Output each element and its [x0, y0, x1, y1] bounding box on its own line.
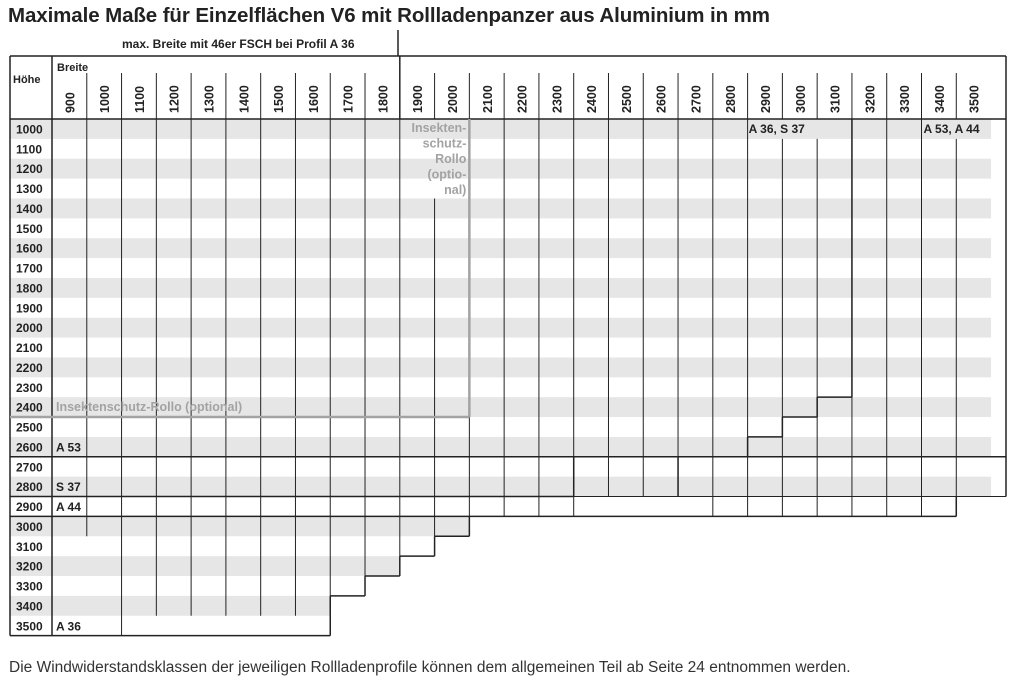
width-label: 3200: [863, 85, 878, 113]
profile-label-a53-a44: A 53, A 44: [923, 122, 980, 136]
row-band: [10, 119, 991, 139]
width-label: 1000: [98, 85, 113, 113]
insect-col-label: (optio-: [427, 167, 467, 182]
profile-label-a44: A 44: [56, 500, 81, 515]
width-label: 900: [63, 92, 78, 113]
profile-label-a53: A 53: [56, 440, 81, 455]
column-lines: [87, 56, 1006, 636]
width-label: 3300: [898, 85, 913, 113]
width-label: 1300: [202, 85, 217, 113]
height-label: 1100: [16, 142, 43, 157]
row-band: [10, 477, 991, 497]
width-label: 2800: [724, 85, 739, 113]
footer-note: Die Windwiderstandsklassen der jeweiligen Rollladenprofile können dem allgemeinen Teil ab Seite 24 entnommen werden.: [9, 659, 851, 676]
height-label: 3300: [16, 579, 43, 594]
height-label: 3100: [16, 539, 43, 554]
height-label: 2600: [16, 440, 43, 455]
width-label: 3000: [793, 85, 808, 113]
height-label: 3400: [16, 599, 43, 614]
width-label: 1700: [341, 85, 356, 113]
width-label: 1200: [167, 85, 182, 113]
width-label: 1600: [306, 85, 321, 113]
width-label: 2600: [654, 85, 669, 113]
width-label: 1100: [132, 85, 147, 113]
width-label: 2200: [515, 85, 530, 113]
height-label: 2900: [16, 500, 43, 515]
profile-label-a36: A 36: [56, 619, 81, 634]
height-label: 3000: [16, 519, 43, 534]
width-label: 1400: [237, 85, 252, 113]
height-label: 1200: [16, 162, 43, 177]
row-band: [10, 516, 469, 536]
row-shading: [10, 119, 991, 616]
width-label: 2300: [550, 85, 565, 113]
height-label: 2800: [16, 480, 43, 495]
width-label: 3100: [828, 85, 843, 113]
height-label: 2200: [16, 360, 43, 375]
height-label: 1400: [16, 201, 43, 216]
height-label: 1600: [16, 241, 43, 256]
height-label: 1500: [16, 221, 43, 236]
insect-col-label: schutz-: [422, 136, 467, 151]
height-label: 2300: [16, 380, 43, 395]
height-label: 2500: [16, 420, 43, 435]
row-band: [10, 357, 991, 377]
insect-col-label: Insekten-: [411, 121, 467, 135]
row-band: [10, 238, 991, 258]
width-label: 2000: [445, 85, 460, 113]
width-label: 1900: [411, 85, 426, 113]
insect-col-label: Rollo: [435, 152, 467, 166]
height-label: 1700: [16, 261, 43, 276]
height-label: 2100: [16, 341, 43, 356]
height-label: 1000: [16, 122, 43, 137]
width-label: 2900: [758, 85, 773, 113]
profile-label-a36-s37: A 36, S 37: [748, 122, 805, 136]
row-band: [10, 278, 991, 298]
insect-col-label: nal): [444, 183, 467, 197]
height-label: 2400: [16, 400, 43, 415]
page-title: Maximale Maße für Einzelflächen V6 mit Rollladenpanzer aus Aluminium in mm: [8, 4, 770, 27]
height-label: 2700: [16, 460, 43, 475]
row-band: [10, 596, 330, 616]
height-label: 1800: [16, 281, 43, 296]
row-band: [10, 556, 400, 576]
height-header: Höhe: [13, 74, 41, 86]
row-band: [10, 198, 991, 218]
row-band: [10, 437, 991, 457]
row-band: [10, 159, 991, 179]
profile-label-s37: S 37: [56, 480, 81, 495]
height-label: 1900: [16, 301, 43, 316]
height-label: 2000: [16, 321, 43, 336]
width-label: 2500: [619, 85, 634, 113]
width-label: 3400: [932, 85, 947, 113]
width-label: 2700: [689, 85, 704, 113]
height-label: 3500: [16, 619, 43, 634]
height-label: 3200: [16, 559, 43, 574]
width-label: 3500: [967, 85, 982, 113]
fsch-header: max. Breite mit 46er FSCH bei Profil A 36: [122, 37, 355, 51]
row-band: [10, 318, 991, 338]
width-label: 2100: [480, 85, 495, 113]
height-label: 1300: [16, 182, 43, 197]
insect-row-label: Insektenschutz-Rollo (optional): [56, 400, 243, 415]
width-label: 2400: [585, 85, 600, 113]
width-label: 1500: [272, 85, 287, 113]
width-label: 1800: [376, 85, 391, 113]
width-header: Breite: [57, 62, 89, 74]
